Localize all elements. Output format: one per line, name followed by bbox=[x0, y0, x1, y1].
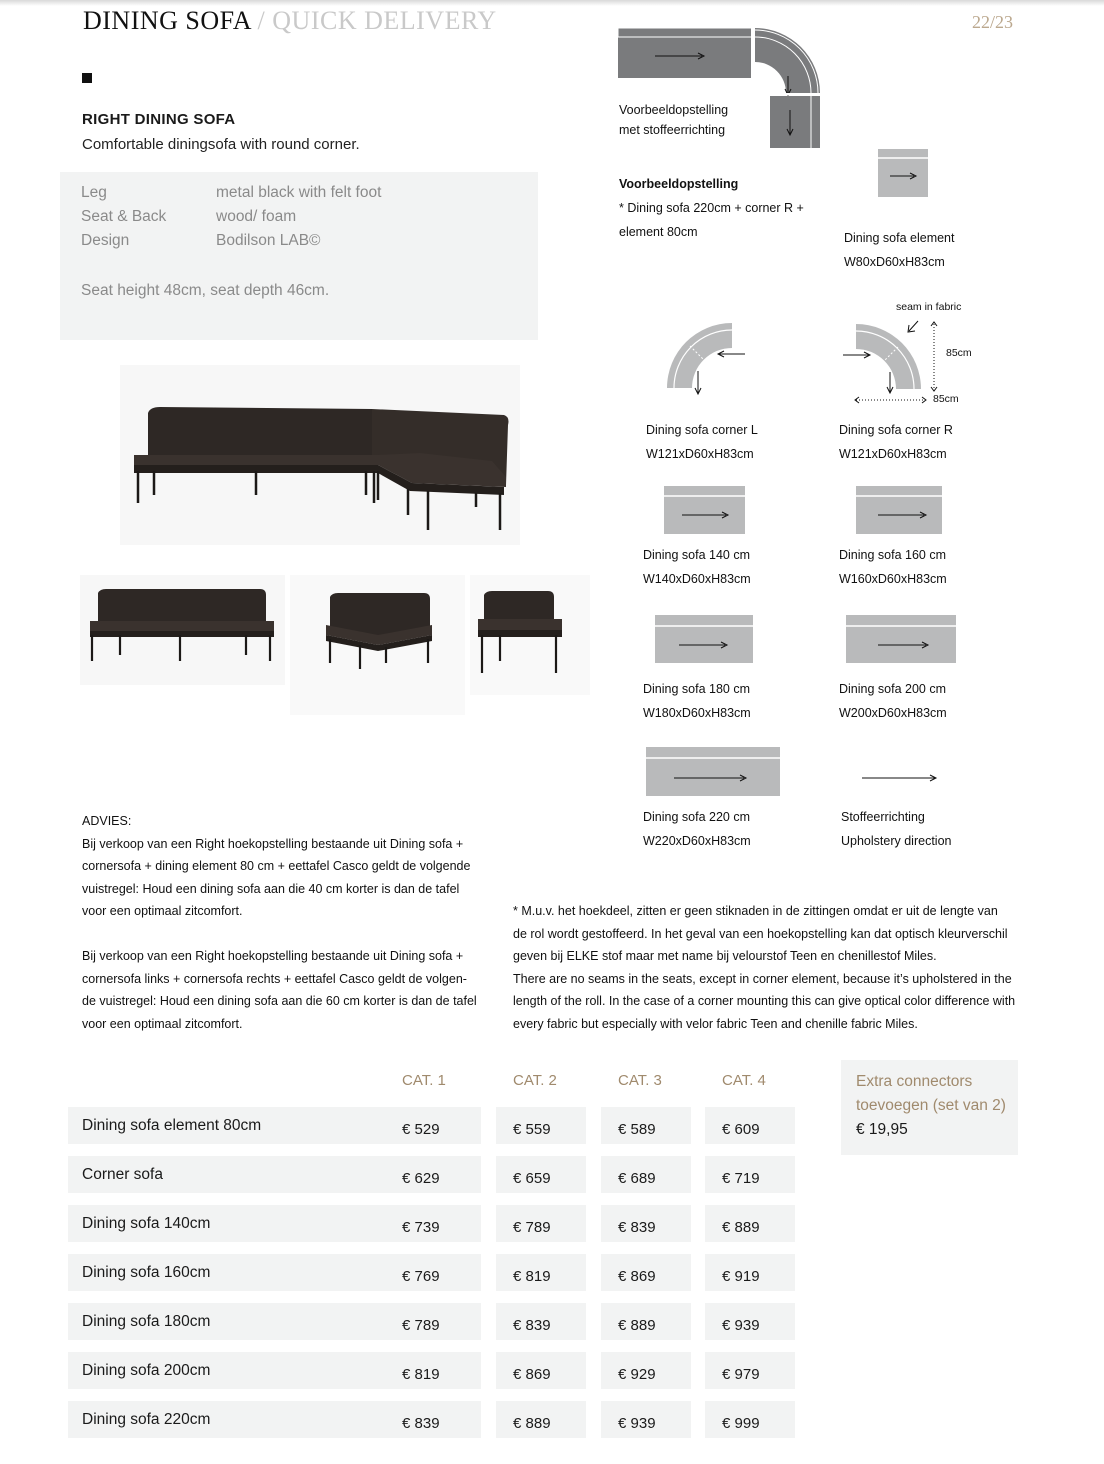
cat-header: CAT. 1 bbox=[402, 1072, 446, 1089]
row-label: Corner sofa bbox=[82, 1166, 163, 1183]
height-annotation: 85cm bbox=[946, 347, 972, 359]
title-separator: / bbox=[257, 6, 266, 35]
price-table bbox=[0, 1107, 1104, 1447]
price-value: € 889 bbox=[618, 1317, 656, 1334]
element-dims: W121xD60xH83cm bbox=[839, 447, 947, 461]
price-value: € 869 bbox=[618, 1268, 656, 1285]
advies-line: cornersofa links + cornersofa rechts + eettafel Casco geldt de volgen- bbox=[82, 971, 467, 986]
seam-note-line: every fabric but especially with velor fabric Teen and chenille fabric Miles. bbox=[513, 1016, 918, 1031]
price-value: € 979 bbox=[722, 1366, 760, 1383]
example-text bbox=[619, 172, 804, 244]
table-row bbox=[0, 1352, 1104, 1389]
element-dims: W121xD60xH83cm bbox=[646, 447, 754, 461]
element-name: Dining sofa corner R bbox=[839, 423, 953, 437]
cat-header: CAT. 4 bbox=[722, 1072, 766, 1089]
element-name: Dining sofa 180 cm bbox=[643, 682, 751, 696]
element-dims: W160xD60xH83cm bbox=[839, 572, 947, 586]
table-row bbox=[0, 1205, 1104, 1242]
element-80-label bbox=[844, 226, 954, 274]
spec-value: metal black with felt foot bbox=[216, 184, 382, 201]
extra-connectors-box bbox=[841, 1060, 1018, 1155]
advies-line: vuistregel: Houd een dining sofa aan die 40 cm korter is dan de tafel bbox=[82, 881, 460, 896]
corner-sofa-photo-small bbox=[290, 575, 465, 715]
sofa-220-label bbox=[643, 805, 751, 853]
table-row bbox=[0, 1254, 1104, 1291]
spec-key: Leg bbox=[81, 184, 107, 201]
connectors-price: € 19,95 bbox=[856, 1121, 908, 1138]
page-number: 22/23 bbox=[972, 12, 1014, 32]
price-value: € 819 bbox=[513, 1268, 551, 1285]
advies-section bbox=[82, 810, 482, 1035]
price-value: € 659 bbox=[513, 1170, 551, 1187]
example-text-line: * Dining sofa 220cm + corner R + bbox=[619, 201, 804, 215]
sofa-200-label bbox=[839, 677, 947, 725]
table-row bbox=[0, 1401, 1104, 1438]
price-value: € 839 bbox=[513, 1317, 551, 1334]
seam-note-line: * M.u.v. het hoekdeel, zitten er geen stiknaden in de zittingen omdat er uit de lengte van bbox=[513, 904, 998, 918]
element-name: Dining sofa 140 cm bbox=[643, 548, 751, 562]
advies-line: Bij verkoop van een Right hoekopstelling bestaande uit Dining sofa + bbox=[82, 836, 464, 851]
row-label: Dining sofa 220cm bbox=[82, 1411, 211, 1428]
sofa-200-diagram bbox=[846, 615, 958, 665]
price-value: € 939 bbox=[618, 1415, 656, 1432]
sofa-220-diagram bbox=[646, 747, 782, 797]
price-value: € 719 bbox=[722, 1170, 760, 1187]
element-name: Dining sofa corner L bbox=[646, 423, 758, 437]
row-label: Dining sofa 140cm bbox=[82, 1215, 211, 1232]
price-value: € 629 bbox=[402, 1170, 440, 1187]
cat-header: CAT. 2 bbox=[513, 1072, 557, 1089]
element-name: Dining sofa 200 cm bbox=[839, 682, 947, 696]
price-value: € 889 bbox=[722, 1219, 760, 1236]
sofa-180-diagram bbox=[655, 615, 755, 665]
price-value: € 839 bbox=[618, 1219, 656, 1236]
price-value: € 789 bbox=[513, 1219, 551, 1236]
table-row bbox=[0, 1156, 1104, 1193]
section-marker bbox=[82, 73, 92, 83]
cat-header: CAT. 3 bbox=[618, 1072, 662, 1089]
upholstery-arrow-icon bbox=[861, 772, 939, 784]
corner-r-label bbox=[839, 418, 953, 466]
element-80-diagram bbox=[878, 149, 930, 199]
example-caption-line: met stoffeerrichting bbox=[619, 123, 726, 137]
width-annotation: 85cm bbox=[933, 393, 959, 405]
advies-line: voor een optimaal zitcomfort. bbox=[82, 1016, 243, 1031]
price-value: € 529 bbox=[402, 1121, 440, 1138]
spec-key: Seat & Back bbox=[81, 208, 167, 225]
price-value: € 889 bbox=[513, 1415, 551, 1432]
connectors-title: Extra connectors toevoegen (set van 2) bbox=[856, 1073, 1006, 1114]
product-heading: RIGHT DINING SOFA bbox=[82, 111, 236, 128]
price-value: € 919 bbox=[722, 1268, 760, 1285]
element-dims: W180xD60xH83cm bbox=[643, 706, 751, 720]
advies-line: Bij verkoop van een Right hoekopstelling bestaande uit Dining sofa + bbox=[82, 949, 464, 963]
upholstery-label-nl: Stoffeerrichting bbox=[841, 810, 925, 824]
price-value: € 939 bbox=[722, 1317, 760, 1334]
element-name: Dining sofa 160 cm bbox=[839, 548, 947, 562]
title-main: DINING SOFA bbox=[83, 6, 251, 35]
price-value: € 559 bbox=[513, 1121, 551, 1138]
price-value: € 689 bbox=[618, 1170, 656, 1187]
spec-value: wood/ foam bbox=[216, 208, 297, 225]
example-heading: Voorbeeldopstelling bbox=[619, 177, 739, 191]
example-caption bbox=[619, 100, 728, 140]
price-value: € 589 bbox=[618, 1121, 656, 1138]
price-value: € 769 bbox=[402, 1268, 440, 1285]
example-text-line: element 80cm bbox=[619, 225, 698, 239]
corner-l-diagram bbox=[667, 323, 747, 393]
spec-key: Design bbox=[81, 232, 130, 249]
spec-panel bbox=[60, 172, 538, 340]
title-subtitle: QUICK DELIVERY bbox=[272, 6, 497, 35]
advies-label: ADVIES: bbox=[82, 814, 132, 828]
sofa-140-diagram bbox=[664, 486, 746, 536]
price-value: € 609 bbox=[722, 1121, 760, 1138]
element-name: Dining sofa 220 cm bbox=[643, 810, 751, 824]
row-label: Dining sofa 180cm bbox=[82, 1313, 211, 1330]
price-value: € 839 bbox=[402, 1415, 440, 1432]
product-description: Comfortable diningsofa with round corner. bbox=[82, 136, 360, 153]
advies-line: de vuistregel: Houd een dining sofa aan die 60 cm korter is dan de tafel bbox=[82, 994, 477, 1008]
example-caption-line: Voorbeeldopstelling bbox=[619, 103, 729, 117]
seam-annotation: seam in fabric bbox=[896, 301, 962, 313]
price-value: € 929 bbox=[618, 1366, 656, 1383]
element-dims: W80xD60xH83cm bbox=[844, 255, 945, 269]
seam-note bbox=[513, 900, 1033, 1035]
sofa-160-label bbox=[839, 543, 947, 591]
advies-line: cornersofa + dining element 80 cm + eettafel Casco geldt de volgende bbox=[82, 859, 471, 873]
spec-value: Bodilson LAB© bbox=[216, 232, 321, 249]
paragraph-spacer bbox=[82, 923, 482, 946]
sofa-180-label bbox=[643, 677, 751, 725]
dining-element-photo bbox=[470, 575, 590, 695]
table-row bbox=[0, 1303, 1104, 1340]
price-value: € 789 bbox=[402, 1317, 440, 1334]
seat-dimensions-note: Seat height 48cm, seat depth 46cm. bbox=[81, 282, 330, 299]
price-value: € 819 bbox=[402, 1366, 440, 1383]
seam-note-line: geven bij ELKE stof maar met name bij velourstof Teen en chenillestof Miles. bbox=[513, 949, 937, 963]
seam-note-line: de rol wordt gestoffeerd. In het geval van een hoekopstelling kan dat optisch kleurverschil bbox=[513, 926, 1008, 941]
spec-row bbox=[81, 184, 381, 202]
corner-l-label bbox=[646, 418, 758, 466]
seam-note-line: length of the roll. In the case of a corner mounting this can give optical color difference with bbox=[513, 994, 1016, 1008]
row-label: Dining sofa 200cm bbox=[82, 1362, 211, 1379]
sofa-160-diagram bbox=[856, 486, 944, 536]
row-label: Dining sofa 160cm bbox=[82, 1264, 211, 1281]
page-title bbox=[83, 6, 497, 36]
price-value: € 869 bbox=[513, 1366, 551, 1383]
spec-row bbox=[81, 208, 296, 226]
element-dims: W220xD60xH83cm bbox=[643, 834, 751, 848]
price-value: € 739 bbox=[402, 1219, 440, 1236]
row-label: Dining sofa element 80cm bbox=[82, 1117, 262, 1134]
sofa-bench-photo bbox=[80, 575, 285, 685]
spec-row bbox=[81, 232, 320, 250]
advies-line: voor een optimaal zitcomfort. bbox=[82, 904, 243, 918]
sofa-140-label bbox=[643, 543, 751, 591]
upholstery-legend bbox=[841, 805, 951, 853]
element-name: Dining sofa element bbox=[844, 231, 955, 245]
upholstery-label-en: Upholstery direction bbox=[841, 834, 952, 848]
corner-sofa-photo bbox=[120, 365, 520, 545]
price-value: € 999 bbox=[722, 1415, 760, 1432]
element-dims: W200xD60xH83cm bbox=[839, 706, 947, 720]
seam-note-line: There are no seams in the seats, except in corner element, because it’s upholstered in the bbox=[513, 971, 1012, 986]
element-dims: W140xD60xH83cm bbox=[643, 572, 751, 586]
